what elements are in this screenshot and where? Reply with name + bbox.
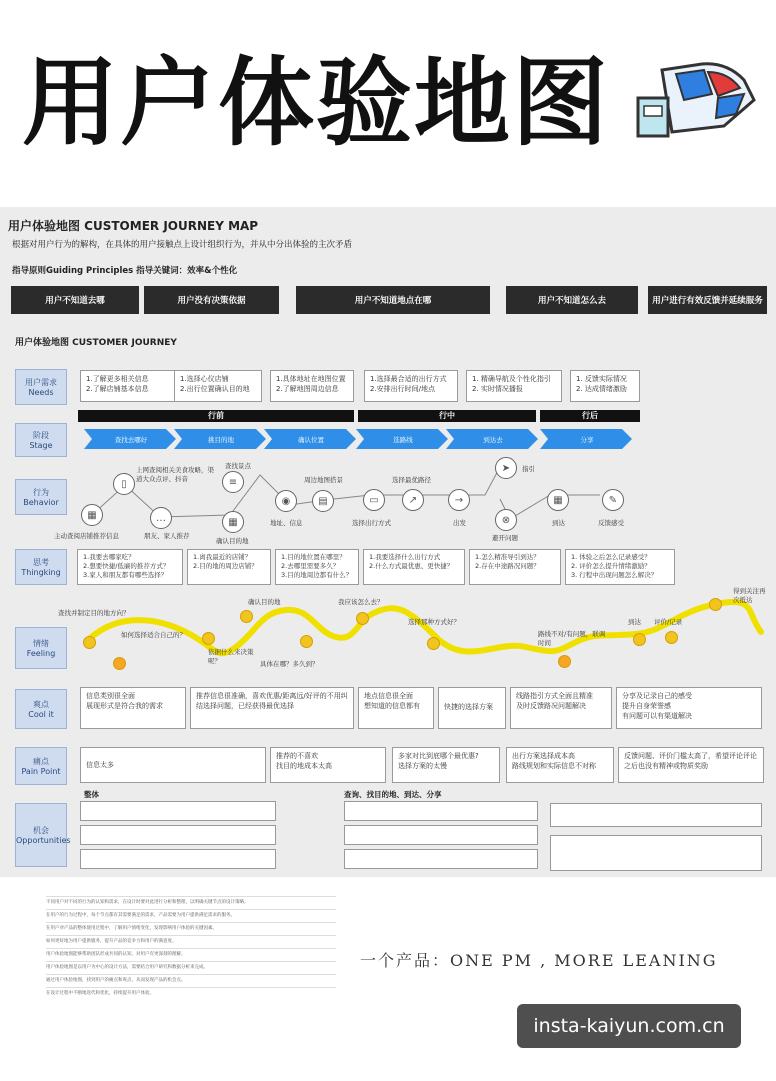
opp-box[interactable] xyxy=(550,835,762,871)
map-icon: ▤ xyxy=(312,490,334,512)
note-line: 通过用户体验地图，找到用户的痛点和爽点，从而发现产品的机会点。 xyxy=(46,974,336,987)
stage-label: 查找去哪好 xyxy=(114,435,148,444)
behavior-label: 避开问题 xyxy=(492,534,518,542)
warning-icon: ⊗ xyxy=(495,509,517,531)
chat-icon: … xyxy=(150,507,172,529)
thinking-cell: 1.目的地位置在哪里？ 2.去哪里需要多久？ 3.目的地周边都有什么？ xyxy=(275,549,359,585)
cool-cell: 快捷的选择方案 xyxy=(438,687,506,729)
problem-banner-4: 用户不知道怎么去 xyxy=(506,286,638,314)
feeling-label: 具体在哪？多久到？ xyxy=(260,660,319,668)
feeling-label: 确认目的地 xyxy=(248,598,281,606)
sad-face-icon xyxy=(558,655,571,668)
opp-box[interactable] xyxy=(80,825,276,845)
row-label-behavior: 行为 Behavior xyxy=(15,479,67,515)
stage-label: 选路线 xyxy=(393,435,413,444)
pain-cell: 多家对比到底哪个最优惠? 选择方案的太慢 xyxy=(392,747,500,783)
row-label-cool: 爽点 Cool it xyxy=(15,689,67,729)
map-title: 用户体验地图 CUSTOMER JOURNEY MAP xyxy=(8,219,259,233)
pain-cell: 反馈问题、评价门槛太高了，希望评论评论之后也没有精神或物质奖励 xyxy=(618,747,764,783)
problem-banner-5: 用户进行有效反馈并延续服务 xyxy=(648,286,767,314)
opp-box[interactable] xyxy=(80,849,276,869)
thinking-cell: 1.离我最近的店铺？ 2.目的地的周边店铺？ xyxy=(187,549,271,585)
store-icon: ▦ xyxy=(222,511,244,533)
feeling-label: 依据什么来决策呢？ xyxy=(208,648,254,665)
feeling-label: 得到关注再次抵达 xyxy=(733,587,766,604)
behavior-label: 到达 xyxy=(552,519,565,527)
problem-banner-1: 用户不知道去哪 xyxy=(11,286,139,314)
sad-face-icon xyxy=(113,657,126,670)
row-label-thinking: 思考 Thingking xyxy=(15,549,67,585)
behavior-label: 主动查阅店铺推荐信息 xyxy=(54,532,119,540)
feeling-label: 查找并制定目的地方向？ xyxy=(58,609,130,617)
needs-cell: 1. 精确导航及个性化指引 2. 实时情况播报 xyxy=(466,370,562,402)
phase-before: 行前 xyxy=(78,410,354,422)
map-pin-icon: ◉ xyxy=(275,490,297,512)
cool-cell: 分享及记录自己的感受 提升自身荣誉感 有问题可以有渠道解决 xyxy=(616,687,762,729)
journey-map-panel xyxy=(0,207,776,877)
smile-face-icon xyxy=(300,635,313,648)
thinking-cell: 1. 体验之后怎么记录感受？ 2. 评价怎么提升情绪激励？ 3. 行程中出现问题怎么解决？ xyxy=(565,549,675,585)
problem-banner-3: 用户不知道地点在哪 xyxy=(296,286,490,314)
note-line: 在用户对产品的整体使用过程中，了解用户情绪变化，发现影响用户体验的关键因素。 xyxy=(46,922,336,935)
navigation-icon: ➤ xyxy=(495,457,517,479)
stage-label: 到达去 xyxy=(483,435,503,444)
car-icon: ▭ xyxy=(363,489,385,511)
cool-cell: 地点信息很全面 想知道的信息都有 xyxy=(358,687,434,729)
pain-cell: 信息太多 xyxy=(80,747,266,783)
feeling-label: 我应该怎么去？ xyxy=(338,598,384,606)
feeling-label: 选择那种方式好？ xyxy=(408,618,460,626)
needs-cell: 1.选择心仪店铺 2.出行位置确认目的地 xyxy=(174,370,262,402)
store-icon: ▦ xyxy=(547,489,569,511)
opp-box[interactable] xyxy=(344,849,538,869)
thinking-cell: 1.我要选择什么出行方式 2.什么方式最优惠、更快捷？ xyxy=(363,549,465,585)
smile-face-icon xyxy=(665,631,678,644)
behavior-label: 查找景点 xyxy=(225,462,251,470)
problem-banner-2: 用户没有决策依据 xyxy=(144,286,279,314)
smile-face-icon xyxy=(240,610,253,623)
smile-face-icon xyxy=(83,636,96,649)
opp-header-overall: 整体 xyxy=(84,790,99,799)
footer-notes xyxy=(46,896,336,1000)
arrow-right-icon: → xyxy=(448,489,470,511)
note-line: 在用户的行为过程中，每个节点都有其需要满足的需求，产品需要为用户提供满足需求的服务。 xyxy=(46,909,336,922)
behavior-label: 周边地图搭景 xyxy=(304,476,343,484)
behavior-label: 确认目的地 xyxy=(216,537,249,545)
note-line: 如何更好地为用户提供服务，提升产品的竞争力和用户的满意度。 xyxy=(46,935,336,948)
thinking-cell: 1.我要去哪家吃？ 2.想要快捷/低廉的推荐方式？ 3.家人和朋友都有哪些选择？ xyxy=(77,549,183,585)
tagline: 一个产品：ONE PM , MORE LEANING xyxy=(360,951,718,970)
page-title: 用户体验地图 xyxy=(22,47,610,159)
behavior-label: 指引 xyxy=(522,465,535,473)
stage-label: 挑目的地 xyxy=(208,435,234,444)
smile-face-icon xyxy=(633,633,646,646)
opp-box[interactable] xyxy=(80,801,276,821)
store-icon: ▦ xyxy=(81,504,103,526)
map-subtitle: 根据对用户行为的解构，在具体的用户接触点上设计组织行为，并从中分出体验的主次矛盾 xyxy=(12,240,353,250)
needs-cell: 1.了解更多相关信息 2.了解店铺基本信息 xyxy=(80,370,178,402)
behavior-label: 选择最优路径 xyxy=(392,476,431,484)
pain-cell: 出行方案选择成本高 路线规划和实际信息不对称 xyxy=(506,747,614,783)
behavior-label: 地址、信息 xyxy=(270,519,303,527)
opp-header-stages: 查询、找目的地、到达、分享 xyxy=(344,790,442,799)
opp-box[interactable] xyxy=(550,803,762,827)
smile-face-icon xyxy=(709,598,722,611)
journey-map-icon xyxy=(632,60,760,144)
behavior-label: 反馈感受 xyxy=(598,519,624,527)
row-label-opportunities: 机会 Opportunities xyxy=(15,803,67,867)
note-line: 用户体验地图能够帮助团队形成共同的认知，对用户有更深刻的理解。 xyxy=(46,948,336,961)
stage-label: 确认位置 xyxy=(298,435,324,444)
cool-cell: 信息类别很全面 展现形式是符合我的需求 xyxy=(80,687,186,729)
journey-title: 用户体验地图 CUSTOMER JOURNEY xyxy=(15,338,177,348)
stage-label: 分享 xyxy=(580,435,594,444)
watermark: insta-kaiyun.com.cn xyxy=(517,1004,741,1048)
behavior-label: 选择出行方式 xyxy=(352,519,391,527)
feeling-label: 路线不对/有问题，联调时间 xyxy=(538,630,606,647)
route-icon: ↗ xyxy=(402,489,424,511)
note-line: 在设计过程中不断地迭代和优化，持续提升用户体验。 xyxy=(46,987,336,1000)
phone-icon: ▯ xyxy=(113,473,135,495)
feeling-label: 评价/记录 xyxy=(654,618,683,626)
behavior-label: 上网查阅相关美食攻略，渠道大众点评、抖音 xyxy=(136,466,214,483)
note-line: 用户体验地图是以用户为中心的设计方法，需要结合用户研究和数据分析来完成。 xyxy=(46,961,336,974)
opp-box[interactable] xyxy=(344,801,538,821)
feeling-label: 到达 xyxy=(628,618,641,626)
needs-cell: 1.具体地址在地图位置 2.了解地图周边信息 xyxy=(270,370,354,402)
row-label-pain: 痛点 Pain Point xyxy=(15,747,67,785)
smile-face-icon xyxy=(202,632,215,645)
opp-box[interactable] xyxy=(344,825,538,845)
thinking-cell: 1.怎么精准导引到达？ 2.存在中途路况问题？ xyxy=(469,549,561,585)
row-label-needs: 用户需求 Needs xyxy=(15,369,67,405)
phase-during: 行中 xyxy=(358,410,536,422)
cool-cell: 线路指引方式全面且精准 及时反馈路况问题解决 xyxy=(510,687,612,729)
behavior-label: 出发 xyxy=(453,519,466,527)
pain-cell: 推荐的不喜欢 找目的地成本太高 xyxy=(270,747,386,783)
cool-cell: 推荐信息很准确，喜欢优惠/距离远/好评的不用纠结选择问题，已经获得最优选择 xyxy=(190,687,354,729)
feedback-icon: ✎ xyxy=(602,489,624,511)
smile-face-icon xyxy=(356,612,369,625)
needs-cell: 1.选择最合适的出行方式 2.安排出行时间/地点 xyxy=(364,370,458,402)
note-line: 不同用户对不同的行为的认知和需求，在设计时要对此进行分析和整理，以明确关键节点的设计策略。 xyxy=(46,896,336,909)
row-label-feeling: 情绪 Feeling xyxy=(15,627,67,669)
behavior-label: 朋友、家人推荐 xyxy=(144,532,190,540)
needs-cell: 1. 反馈实际情况 2. 达成情绪激励 xyxy=(570,370,640,402)
phase-after: 行后 xyxy=(540,410,640,422)
feeling-label: 如何选择适合自己的？ xyxy=(121,631,186,639)
row-label-stage: 阶段 Stage xyxy=(15,423,67,457)
document-icon: ≡ xyxy=(222,471,244,493)
guiding-principles: 指导原则Guiding Principles 指导关键词：效率&个性化 xyxy=(12,266,238,276)
smile-face-icon xyxy=(427,637,440,650)
